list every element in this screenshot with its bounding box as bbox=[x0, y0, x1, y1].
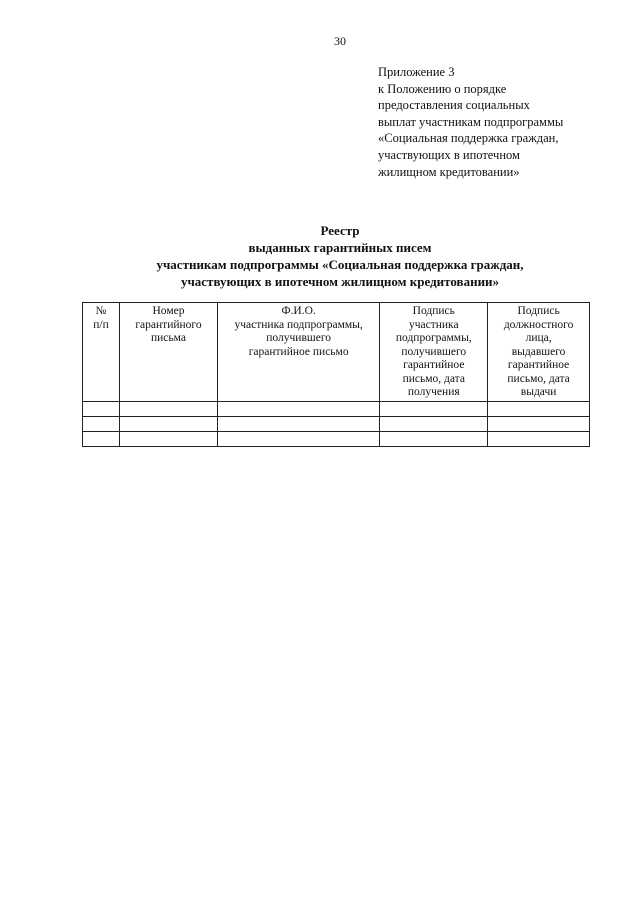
appendix-line: участвующих в ипотечном bbox=[378, 147, 520, 162]
header-text: выдачи bbox=[520, 386, 557, 398]
title-line: Реестр bbox=[320, 223, 360, 238]
table-cell bbox=[380, 431, 488, 446]
header-text: Подпись bbox=[517, 305, 560, 317]
table-cell bbox=[380, 416, 488, 431]
header-cell-full-name bbox=[217, 303, 379, 402]
header-text: гарантийное bbox=[403, 359, 465, 371]
table-cell bbox=[488, 431, 590, 446]
title-line: участникам подпрограммы «Социальная поддержка граждан, bbox=[156, 257, 524, 272]
table-cell bbox=[120, 416, 218, 431]
table-row bbox=[83, 431, 590, 446]
header-cell-letter-number bbox=[120, 303, 218, 402]
table-header-row bbox=[83, 303, 590, 402]
header-text: участника bbox=[408, 318, 459, 331]
title-line: выданных гарантийных писем bbox=[248, 240, 432, 255]
header-text: получившего bbox=[401, 345, 467, 358]
table-cell bbox=[83, 431, 120, 446]
appendix-line: «Социальная поддержка граждан, bbox=[378, 131, 559, 146]
table-cell bbox=[217, 416, 379, 431]
appendix-line: жилищном кредитовании» bbox=[378, 164, 520, 179]
header-text: № bbox=[95, 305, 107, 317]
table-cell bbox=[217, 401, 379, 416]
table-cell bbox=[217, 431, 379, 446]
header-text: гарантийное письмо bbox=[248, 345, 349, 358]
header-text: выдавшего bbox=[511, 345, 566, 358]
header-text: получившего bbox=[266, 332, 332, 344]
header-text: Подпись bbox=[412, 305, 455, 317]
header-text: письма bbox=[150, 332, 186, 344]
header-cell-participant-signature bbox=[380, 303, 488, 402]
appendix-line: выплат участникам подпрограммы bbox=[378, 114, 564, 129]
header-text: должностного bbox=[503, 318, 574, 331]
table-cell bbox=[83, 416, 120, 431]
header-text: письмо, дата bbox=[402, 372, 465, 385]
header-cell-number bbox=[83, 303, 120, 402]
header-cell-official-signature bbox=[488, 303, 590, 402]
title-line: участвующих в ипотечном жилищном кредитовании» bbox=[180, 274, 500, 289]
table-row bbox=[83, 416, 590, 431]
table-cell bbox=[488, 401, 590, 416]
table-cell bbox=[83, 401, 120, 416]
table-row bbox=[83, 401, 590, 416]
header-text: письмо, дата bbox=[507, 372, 570, 385]
header-text: участника подпрограммы, bbox=[234, 318, 363, 331]
appendix-line: Приложение 3 bbox=[378, 65, 455, 79]
header-text: гарантийное bbox=[507, 359, 570, 371]
header-text: Номер bbox=[152, 305, 185, 317]
header-text: подпрограммы, bbox=[395, 332, 472, 344]
appendix-block bbox=[378, 64, 628, 180]
header-text: гарантийного bbox=[135, 318, 202, 331]
table-cell bbox=[120, 401, 218, 416]
registry-table bbox=[82, 302, 590, 447]
appendix-line: к Положению о порядке bbox=[378, 81, 507, 96]
appendix-line: предоставления социальных bbox=[378, 98, 530, 113]
page-number: 30 bbox=[334, 34, 346, 48]
table-cell bbox=[120, 431, 218, 446]
header-text: получения bbox=[407, 386, 460, 398]
header-text: п/п bbox=[93, 318, 109, 331]
table-cell bbox=[380, 401, 488, 416]
header-text: лица, bbox=[525, 332, 552, 344]
table-cell bbox=[488, 416, 590, 431]
header-text: Ф.И.О. bbox=[281, 305, 316, 317]
document-title bbox=[70, 222, 610, 290]
